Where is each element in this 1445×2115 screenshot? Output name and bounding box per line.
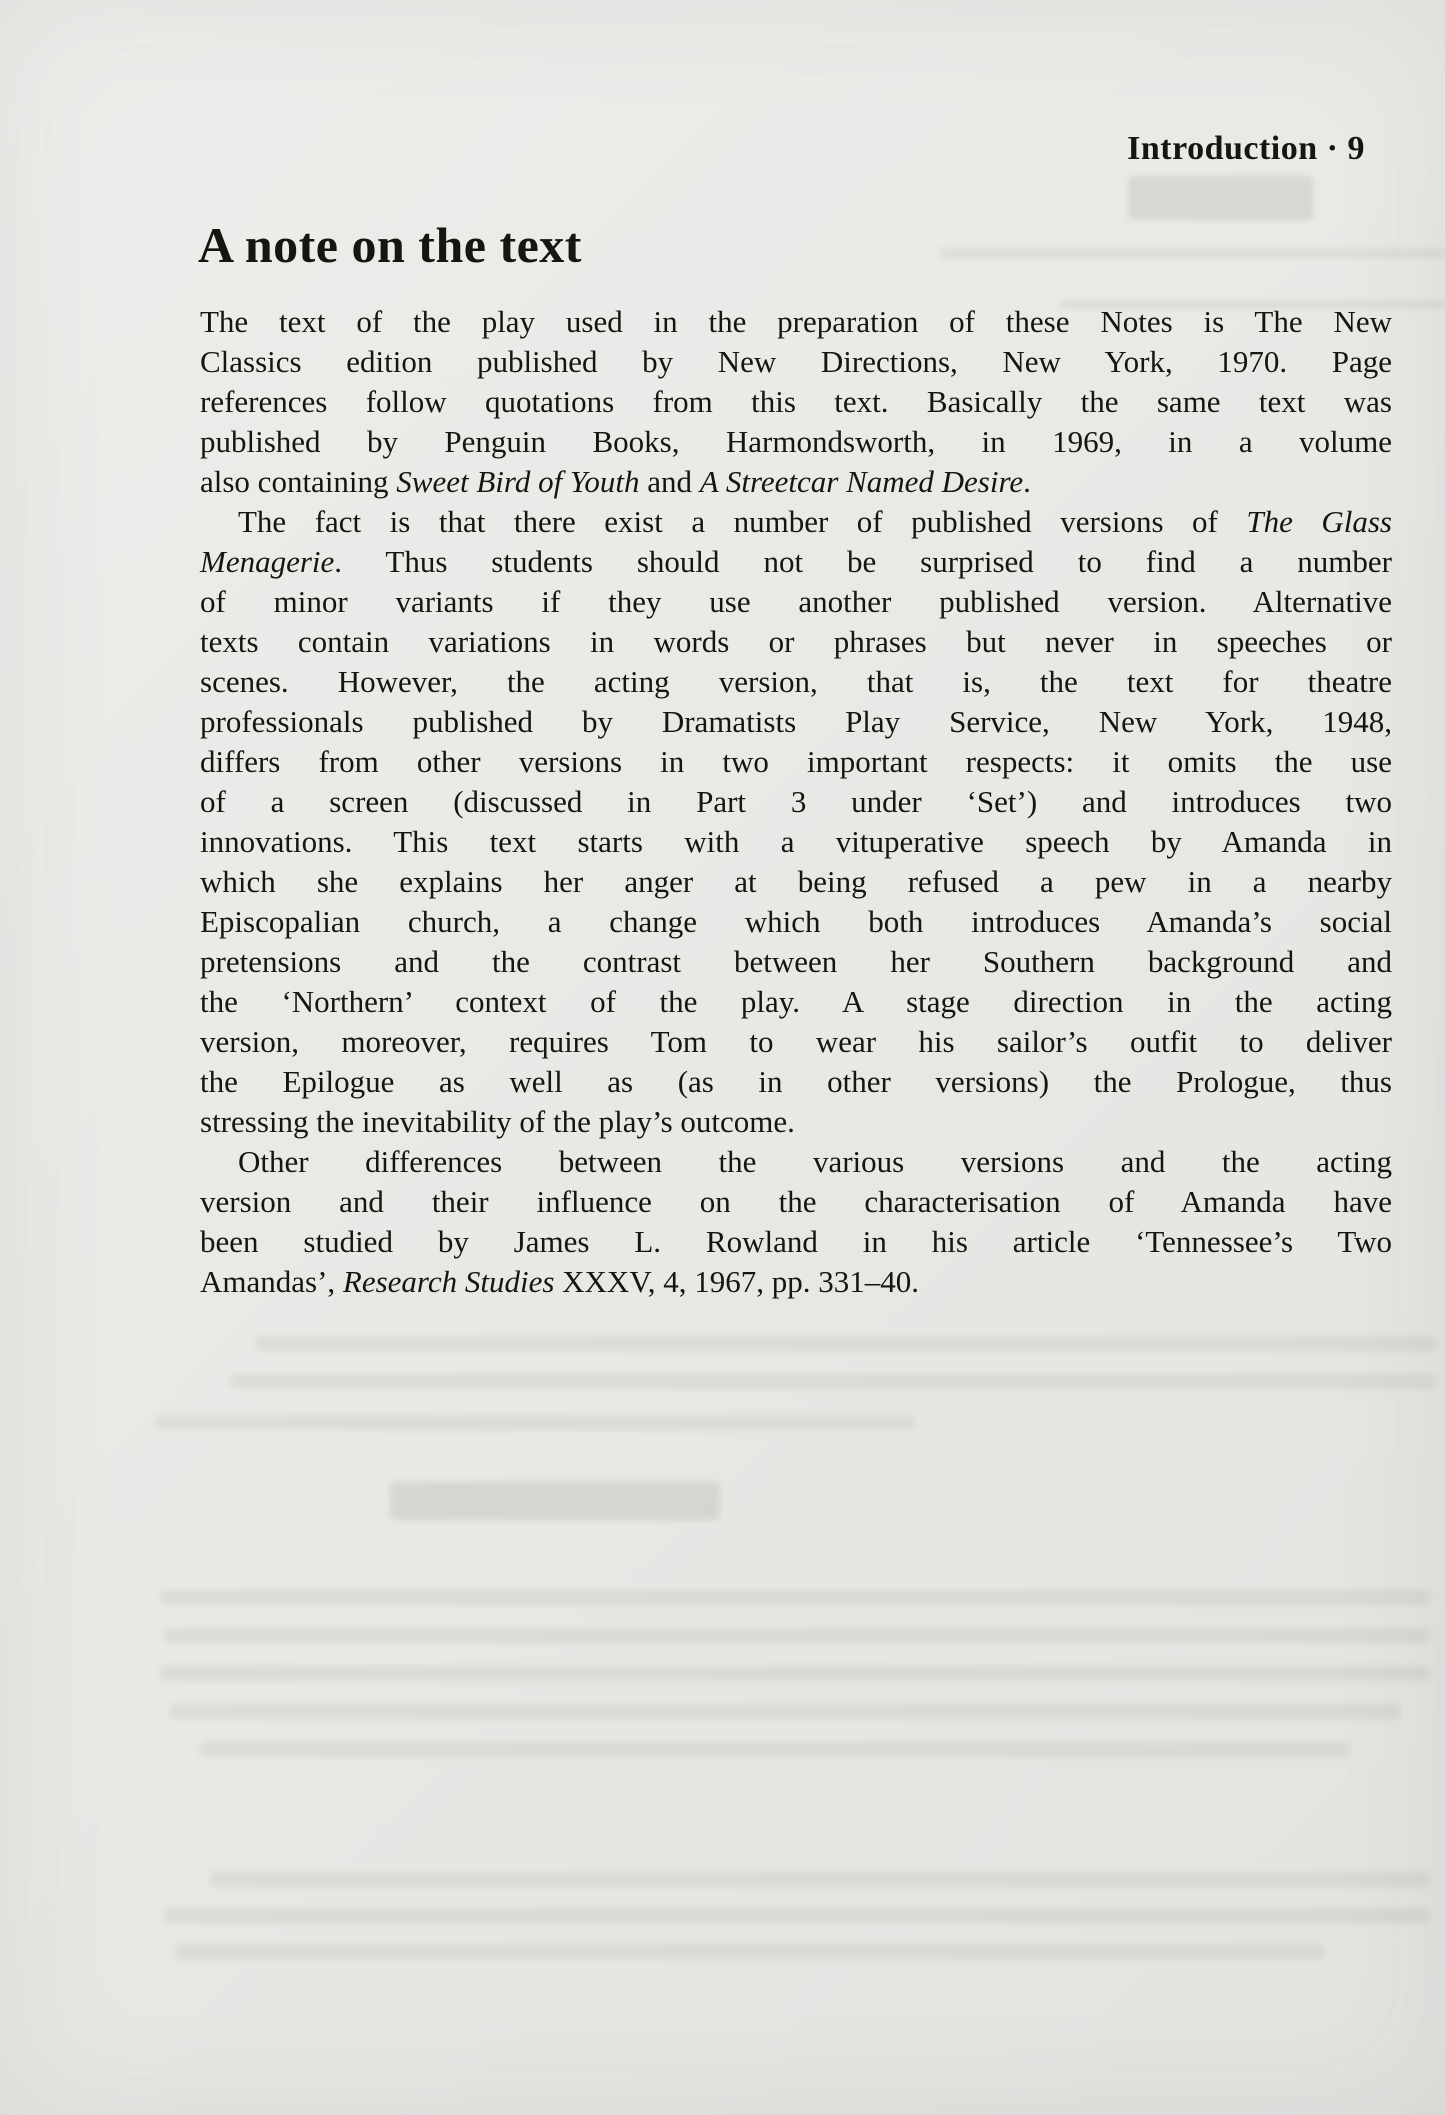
body-line: published by Penguin Books, Harmondsworth, in 1969, in a volume xyxy=(200,424,1392,459)
bleed-through-ghost xyxy=(175,1944,1325,1959)
body-line: texts contain variations in words or phrases but never in speeches or xyxy=(200,624,1392,659)
bleed-through-ghost xyxy=(160,1590,1430,1605)
running-header xyxy=(200,130,1365,168)
body-line: version and their influence on the characterisation of Amanda have xyxy=(200,1184,1392,1219)
paragraph xyxy=(200,1142,1392,1302)
body-line: of minor variants if they use another published version. Alternative xyxy=(200,584,1392,619)
paragraph xyxy=(200,302,1392,502)
paragraph xyxy=(200,502,1392,1142)
section-heading: A note on the text xyxy=(198,217,582,273)
bleed-through-ghost xyxy=(940,248,1445,258)
bleed-through-ghost xyxy=(230,1374,1435,1389)
body-line: also containing Sweet Bird of Youth and A Streetcar Named Desire. xyxy=(200,464,1031,499)
body-line: stressing the inevitability of the play’s outcome. xyxy=(200,1104,795,1139)
bleed-through-ghost xyxy=(200,1742,1350,1757)
body-line: differs from other versions in two important respects: it omits the use xyxy=(200,744,1392,779)
running-header-text: Introduction · 9 xyxy=(1127,130,1365,167)
bleed-through-ghost xyxy=(165,1628,1430,1643)
body-line: version, moreover, requires Tom to wear his sailor’s outfit to deliver xyxy=(200,1024,1392,1059)
body-line: of a screen (discussed in Part 3 under ‘Set’) and introduces two xyxy=(200,784,1392,819)
bleed-through-ghost xyxy=(1128,176,1313,220)
body-line: professionals published by Dramatists Play Service, New York, 1948, xyxy=(200,704,1392,739)
body-line: Episcopalian church, a change which both introduces Amanda’s social xyxy=(200,904,1392,939)
bleed-through-ghost xyxy=(160,1666,1430,1681)
body-line: Menagerie. Thus students should not be surprised to find a number xyxy=(200,544,1392,579)
bleed-through-ghost xyxy=(255,1336,1435,1351)
bleed-through-ghost xyxy=(210,1872,1430,1887)
body-line: The fact is that there exist a number of published versions of The Glass xyxy=(238,504,1392,539)
body-line: references follow quotations from this text. Basically the same text was xyxy=(200,384,1392,419)
body-text xyxy=(200,302,1392,1302)
body-line: The text of the play used in the preparation of these Notes is The New xyxy=(200,304,1392,339)
body-line: which she explains her anger at being refused a pew in a nearby xyxy=(200,864,1392,899)
body-line: innovations. This text starts with a vituperative speech by Amanda in xyxy=(200,824,1392,859)
body-line: the Epilogue as well as (as in other versions) the Prologue, thus xyxy=(200,1064,1392,1099)
body-line: pretensions and the contrast between her Southern background and xyxy=(200,944,1392,979)
body-line: the ‘Northern’ context of the play. A stage direction in the acting xyxy=(200,984,1392,1019)
body-line: Other differences between the various versions and the acting xyxy=(238,1144,1392,1179)
body-line: scenes. However, the acting version, that is, the text for theatre xyxy=(200,664,1392,699)
bleed-through-ghost xyxy=(170,1704,1400,1719)
body-line: Amandas’, Research Studies XXXV, 4, 1967, pp. 331–40. xyxy=(200,1264,919,1299)
body-line: Classics edition published by New Directions, New York, 1970. Page xyxy=(200,344,1392,379)
bleed-through-ghost xyxy=(155,1415,915,1430)
body-line: been studied by James L. Rowland in his article ‘Tennessee’s Two xyxy=(200,1224,1392,1259)
bleed-through-ghost xyxy=(390,1482,720,1520)
bleed-through-ghost xyxy=(165,1908,1430,1923)
